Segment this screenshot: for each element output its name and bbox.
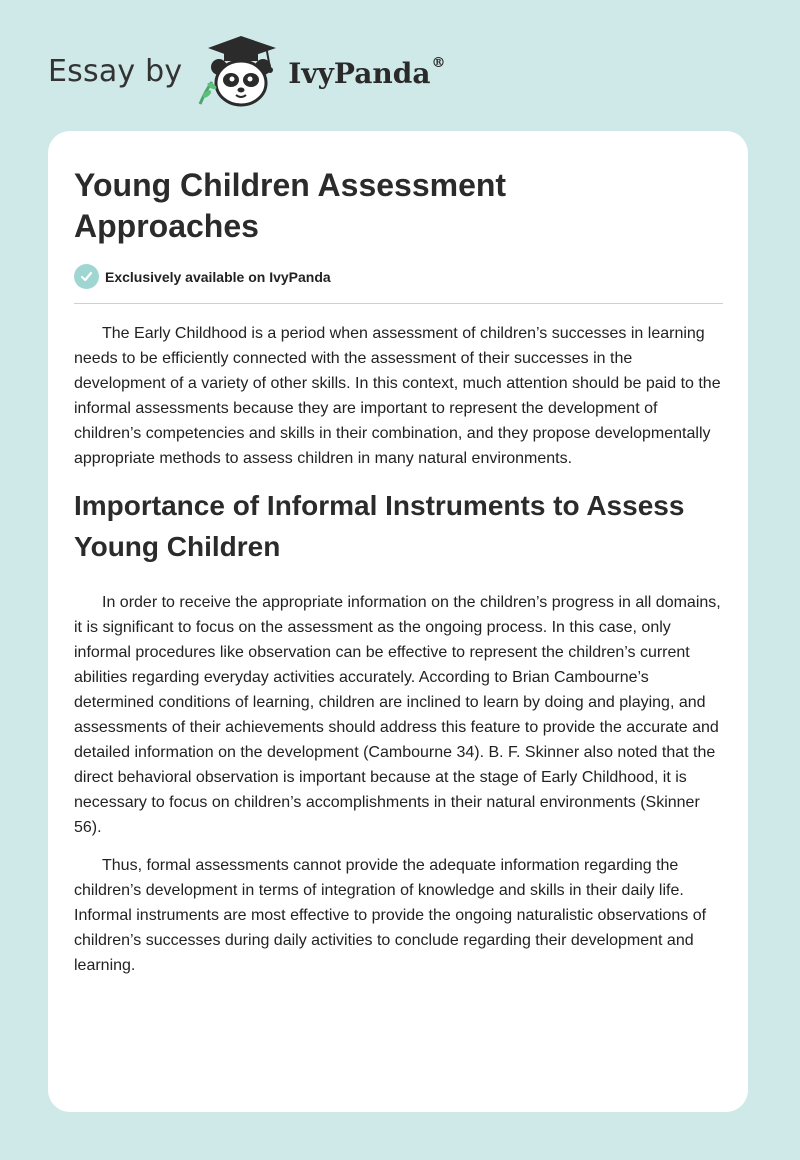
exclusive-badge: [74, 264, 331, 289]
paragraph-intro: The Early Childhood is a period when assessment of children’s successes in learning needs to be efficiently connected with the assessment of their successes in the development of a variety of other skills. In this context, much attention should be paid to the informal assessments because they are important to represent the development of children’s competencies and skills in their combination, and they propose developmentally appropriate methods to assess children in many natural environments.: [74, 325, 721, 467]
paragraph-body: In order to receive the appropriate information on the children’s progress in all domains, it is significant to focus on the assessment as the ongoing process. In this case, only informal procedures like observation can be effective to represent the children’s current abilities regarding everyday activities accurately. According to Brian Cambourne’s determined conditions of learning, children are inclined to learn by doing and playing, and assessments of their achievements should address this feature to provide the accurate and detailed information on the development (Cambourne 34). B. F. Skinner also noted that the direct behavioral observation is important because at the stage of Early Childhood, it is necessary to focus on children’s accomplishments in their natural environments (Skinner 56).: [74, 594, 721, 836]
section-heading: Importance of Informal Instruments to Assess Young Children: [74, 490, 685, 562]
brand-name: IvyPanda®: [288, 55, 446, 90]
divider: [74, 303, 723, 304]
check-circle-icon: [74, 264, 99, 289]
essay-card: [48, 131, 748, 1112]
paragraph-conclusion: Thus, formal assessments cannot provide the adequate information regarding the children’s development in terms of integration of knowledge and skills in their daily life. Informal instruments are most effective to provide the ongoing naturalistic observations of children’s successes during daily activities to conclude regarding their development and learning.: [74, 857, 707, 974]
exclusive-badge-text: Exclusively available on IvyPanda: [105, 268, 331, 285]
panda-graduate-icon: [196, 34, 286, 110]
brand-header[interactable]: [48, 34, 445, 110]
page-title: Young Children Assessment Approaches: [74, 167, 507, 244]
brand-prefix: Essay by: [48, 54, 183, 89]
